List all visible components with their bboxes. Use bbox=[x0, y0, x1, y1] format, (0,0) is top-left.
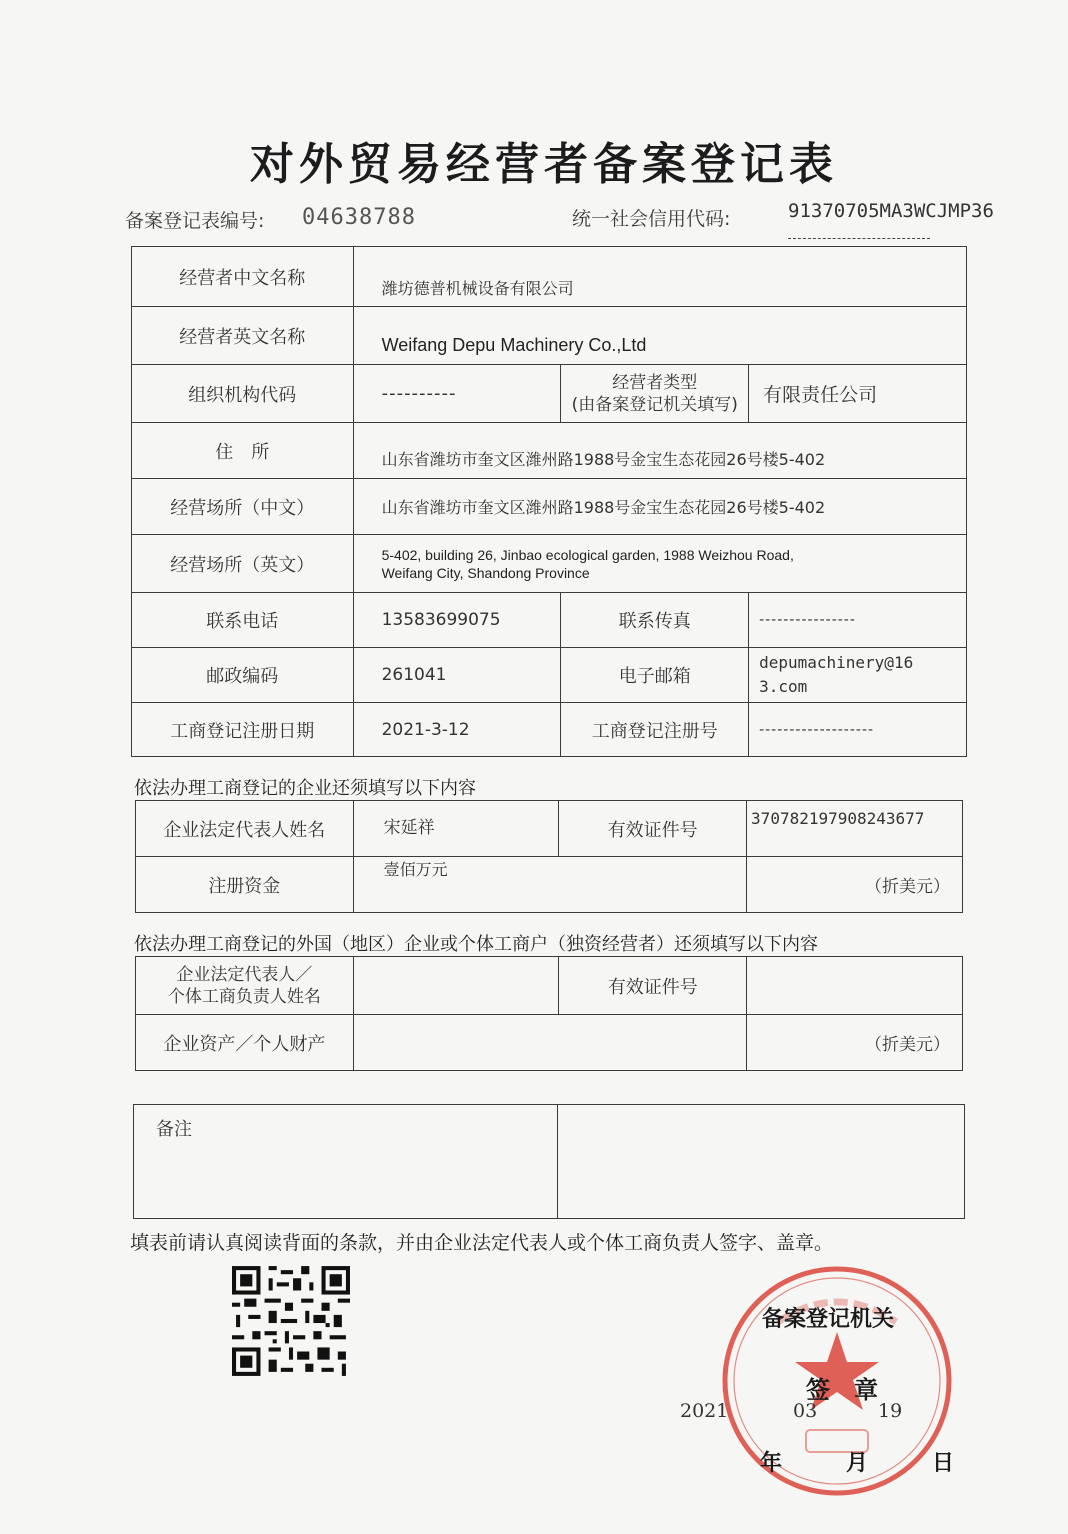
phone-label: 联系电话 bbox=[132, 593, 354, 648]
capital-label: 注册资金 bbox=[136, 857, 354, 913]
legal-rep-value: 宋延祥 bbox=[353, 801, 559, 857]
email-label: 电子邮箱 bbox=[561, 648, 749, 703]
table-row bbox=[132, 703, 967, 757]
id-no-label: 有效证件号 bbox=[559, 801, 747, 857]
op-type-value: 有限责任公司 bbox=[749, 365, 967, 423]
email-value bbox=[749, 648, 967, 703]
sign-year: 2021 bbox=[680, 1400, 729, 1422]
remarks-table bbox=[133, 1104, 965, 1219]
document-title: 对外贸易经营者备案登记表 bbox=[250, 139, 838, 190]
reg-date-label: 工商登记注册日期 bbox=[132, 703, 354, 757]
biz-place-en-line2: Weifang City, Shandong Province bbox=[381, 564, 590, 581]
table-row bbox=[132, 365, 967, 423]
email-line1: depumachinery@16 bbox=[759, 653, 914, 672]
main-info-table bbox=[131, 246, 967, 757]
table-row bbox=[132, 535, 967, 593]
op-type-label bbox=[561, 365, 749, 423]
address-value: 山东省潍坊市奎文区潍州路1988号金宝生态花园26号楼5-402 bbox=[353, 423, 966, 479]
credit-code-label: 统一社会信用代码: bbox=[572, 208, 731, 230]
sign-month: 03 bbox=[793, 1400, 818, 1422]
foreign-id-value bbox=[747, 957, 963, 1015]
remarks-label: 备注 bbox=[134, 1105, 558, 1219]
table-row bbox=[136, 801, 963, 857]
sign-day: 19 bbox=[878, 1400, 903, 1422]
section2-table bbox=[135, 800, 963, 913]
biz-place-en-value bbox=[353, 535, 966, 593]
month-label: 月 bbox=[846, 1451, 869, 1476]
op-type-title: 经营者类型 bbox=[612, 372, 698, 393]
assets-unit: （折美元） bbox=[747, 1015, 963, 1071]
biz-place-en-line1: 5-402, building 26, Jinbao ecological garden, 1988 Weizhou Road, bbox=[381, 546, 794, 563]
op-type-note: (由备案登记机关填写) bbox=[571, 394, 738, 415]
biz-place-en-label: 经营场所（英文） bbox=[132, 535, 354, 593]
table-row bbox=[132, 648, 967, 703]
fax-value: ---------------- bbox=[749, 593, 967, 648]
email-line2: 3.com bbox=[759, 677, 808, 696]
credit-code-value: 91370705MA3WCJMP36 bbox=[788, 200, 994, 222]
en-name-value: Weifang Depu Machinery Co.,Ltd bbox=[353, 307, 966, 365]
en-name-label: 经营者英文名称 bbox=[132, 307, 354, 365]
table-row bbox=[132, 247, 967, 307]
foreign-rep-value bbox=[353, 957, 559, 1015]
reg-date-value: 2021-3-12 bbox=[353, 703, 561, 757]
org-code-label: 组织机构代码 bbox=[132, 365, 354, 423]
foreign-id-label: 有效证件号 bbox=[559, 957, 747, 1015]
assets-value bbox=[353, 1015, 746, 1071]
postcode-label: 邮政编码 bbox=[132, 648, 354, 703]
authority-label: 备案登记机关 bbox=[762, 1307, 895, 1332]
table-row bbox=[132, 593, 967, 648]
biz-place-cn-value: 山东省潍坊市奎文区潍州路1988号金宝生态花园26号楼5-402 bbox=[353, 479, 966, 535]
cn-name-label: 经营者中文名称 bbox=[132, 247, 354, 307]
reg-no-value: ------------------- bbox=[749, 703, 967, 757]
credit-code-underline bbox=[788, 238, 930, 239]
cn-name-value: 潍坊德普机械设备有限公司 bbox=[353, 247, 966, 307]
id-no-value: 370782197908243677 bbox=[747, 801, 963, 857]
table-row bbox=[136, 857, 963, 913]
org-code-value: ---------- bbox=[353, 365, 561, 423]
qr-code-icon bbox=[232, 1266, 350, 1376]
phone-value: 13583699075 bbox=[353, 593, 561, 648]
section2-heading: 依法办理工商登记的企业还须填写以下内容 bbox=[134, 778, 476, 799]
postcode-value: 261041 bbox=[353, 648, 561, 703]
fax-label: 联系传真 bbox=[561, 593, 749, 648]
biz-place-cn-label: 经营场所（中文） bbox=[132, 479, 354, 535]
year-label: 年 bbox=[760, 1451, 783, 1476]
foreign-rep-label-line2: 个体工商负责人姓名 bbox=[167, 986, 321, 1007]
reg-no-label: 工商登记注册号 bbox=[561, 703, 749, 757]
record-no-value: 04638788 bbox=[302, 205, 416, 230]
assets-label: 企业资产／个人财产 bbox=[136, 1015, 354, 1071]
address-label: 住 所 bbox=[132, 423, 354, 479]
remarks-value bbox=[557, 1105, 965, 1219]
table-row bbox=[132, 307, 967, 365]
legal-rep-label: 企业法定代表人姓名 bbox=[136, 801, 354, 857]
foreign-rep-label-line1: 企业法定代表人／ bbox=[176, 964, 313, 985]
day-label: 日 bbox=[932, 1451, 955, 1476]
foreign-rep-label bbox=[136, 957, 354, 1015]
section3-table bbox=[135, 956, 963, 1071]
table-row bbox=[132, 423, 967, 479]
record-no-label: 备案登记表编号: bbox=[125, 210, 265, 232]
capital-value: 壹佰万元 bbox=[353, 857, 746, 913]
table-row bbox=[134, 1105, 965, 1219]
table-row bbox=[136, 1015, 963, 1071]
table-row bbox=[132, 479, 967, 535]
capital-unit: （折美元） bbox=[747, 857, 963, 913]
seal-label: 签 章 bbox=[806, 1376, 878, 1404]
section3-heading: 依法办理工商登记的外国（地区）企业或个体工商户（独资经营者）还须填写以下内容 bbox=[134, 934, 818, 955]
table-row bbox=[136, 957, 963, 1015]
footer-note: 填表前请认真阅读背面的条款，并由企业法定代表人或个体工商负责人签字、盖章。 bbox=[130, 1232, 834, 1254]
